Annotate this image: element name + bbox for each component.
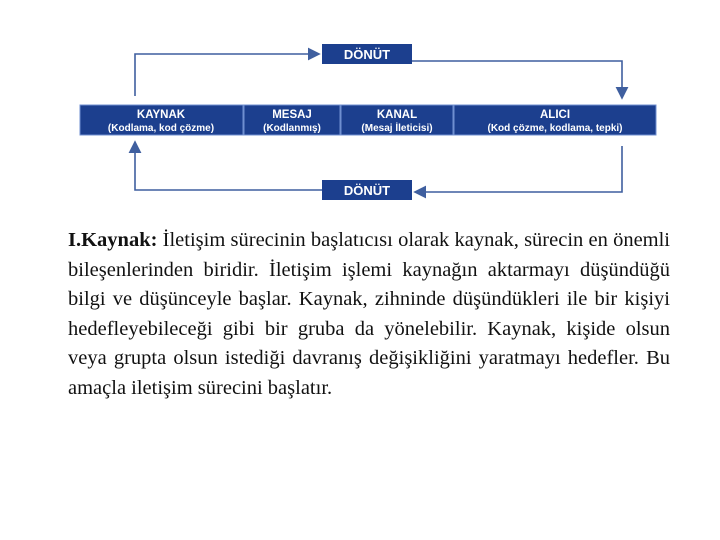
description-paragraph (68, 226, 670, 404)
source-title: KAYNAK (136, 109, 186, 121)
feedback-bottom-label: DÖNÜT (343, 183, 391, 198)
arrow-bottom-to-source (135, 145, 322, 190)
channel-title: KANAL (376, 109, 418, 121)
arrow-source-to-top (135, 54, 316, 96)
receiver-title: ALICI (539, 109, 571, 121)
channel-subtitle: (Mesaj İleticisi) (361, 123, 433, 134)
receiver-subtitle: (Kod çözme, kodlama, tepki) (487, 123, 623, 134)
communication-process-diagram (0, 0, 720, 215)
paragraph-body: İletişim sürecinin başlatıcısı olarak kaynak, sürecin en önemli bileşenlerinden biridir. İletişim işlemi kaynağın aktarmayı düşündüğü bilgi ve düşünceyle başlar. Kaynak, zihninde düşündükleri ile bir kişiyi hedefleyebileceği gibi bir gruba da yönelebilir. Kaynak, kişide olsun veya grupta olsun istediği davranış değişikliğini yaratmayı hedefler. Bu amaçla iletişim sürecini başlatır. (68, 229, 670, 399)
feedback-top-label: DÖNÜT (343, 47, 391, 62)
main-row (80, 105, 656, 135)
message-title: MESAJ (272, 109, 312, 121)
message-subtitle: (Kodlanmış) (263, 123, 321, 134)
paragraph-lead: I.Kaynak: (68, 229, 158, 251)
arrow-top-to-receiver (412, 61, 622, 95)
arrow-receiver-to-bottom (418, 146, 622, 192)
source-subtitle: (Kodlama, kod çözme) (107, 123, 215, 134)
